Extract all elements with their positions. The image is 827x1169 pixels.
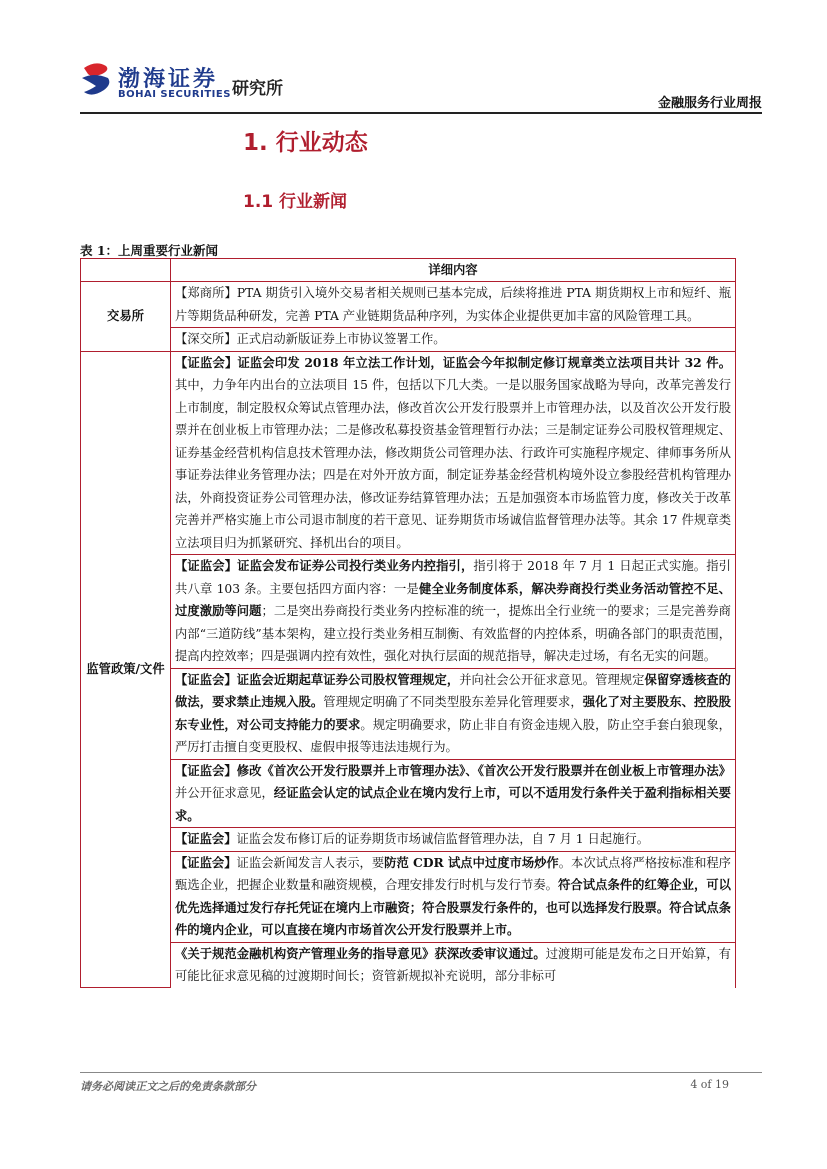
industry-news-table xyxy=(80,258,736,988)
header-cell-category xyxy=(81,259,171,282)
category-regulation: 监管政策/文件 xyxy=(81,351,171,988)
section-heading: 1. 行业动态 xyxy=(243,130,368,156)
table-row xyxy=(81,351,736,555)
table-row xyxy=(81,828,736,852)
page-header xyxy=(80,56,762,112)
report-type: 金融服务行业周报 xyxy=(657,96,762,111)
header-divider xyxy=(80,112,762,114)
news-item: 【证监会】证监会印发 2018 年立法工作计划，证监会今年拟制定修订规章类立法项目共计 32 件。其中，力争年内出台的立法项目 15 件，包括以下几大类。一是以服务国家战略为导向，改革完善发行上市制度，制定股权众筹试点管理办法，修改首次公开发行股票并上市管理办法，以及首次公开发行股票并在创业板上市管理办法；二是修改私募投资基金管理暂行办法；三是制定证券公司股权管理规定、证券基金经营机构信息技术管理办法，修改期货公司管理办法、行政许可实施程序规定、律师事务所从事证券法律业务管理办法；四是在对外开放方面，制定证券基金经营机构境外设立参股经营机构管理办法，外商投资证券公司管理办法，修改证券结算管理办法；五是加强资本市场监管力度，修改关于改革完善并严格实施上市公司退市制度的若干意见、证券期货市场诚信监督管理办法等。其余 17 件规章类立法项目归为抓紧研究、择机出台的项目。 xyxy=(171,351,736,555)
news-item: 【证监会】证监会发布修订后的证券期货市场诚信监督管理办法，自 7 月 1 日起施行。 xyxy=(171,828,736,852)
table-row xyxy=(81,759,736,828)
logo-english-name: BOHAI SECURITIES xyxy=(118,89,231,100)
table-row xyxy=(81,282,736,328)
news-item: 【深交所】正式启动新版证券上市协议签署工作。 xyxy=(171,328,736,352)
news-item: 【证监会】修改《首次公开发行股票并上市管理办法》、《首次公开发行股票并在创业板上市管理办法》并公开征求意见，经证监会认定的试点企业在境内发行上市，可以不适用发行条件关于盈利指标相关要求。 xyxy=(171,759,736,828)
header-cell-detail: 详细内容 xyxy=(171,259,736,282)
bohai-logo-icon xyxy=(80,60,112,100)
news-item: 【郑商所】PTA 期货引入境外交易者相关规则已基本完成，后续将推进 PTA 期货期权上市和短纤、瓶片等期货品种研发，完善 PTA 产业链期货品种序列，为实体企业提供更加丰富的风险管理工具。 xyxy=(171,282,736,328)
news-item: 《关于规范金融机构资产管理业务的指导意见》获深改委审议通过。过渡期可能是发布之日开始算，有可能比征求意见稿的过渡期时间长；资管新规拟补充说明，部分非标可 xyxy=(171,942,736,988)
table-header-row xyxy=(81,259,736,282)
footer-divider xyxy=(80,1072,762,1073)
page-number: 4 of 19 xyxy=(690,1078,729,1091)
subsection-heading: 1.1 行业新闻 xyxy=(243,192,348,212)
disclaimer-note: 请务必阅读正文之后的免责条款部分 xyxy=(80,1080,256,1093)
category-exchange: 交易所 xyxy=(81,282,171,352)
table-row xyxy=(81,328,736,352)
table-row xyxy=(81,555,736,669)
news-item: 【证监会】证监会新闻发言人表示，要防范 CDR 试点中过度市场炒作。本次试点将严格按标准和程序甄选企业，把握企业数量和融资规模，合理安排发行时机与发行节奏。符合试点条件的红筹企业，可以优先选择通过发行存托凭证在境内上市融资；符合股票发行条件的，也可以选择发行股票。符合试点条件的境内企业，可以直接在境内市场首次公开发行股票并上市。 xyxy=(171,851,736,942)
table-row xyxy=(81,851,736,942)
table-row xyxy=(81,668,736,759)
logo-department: 研究所 xyxy=(232,79,283,99)
logo-chinese-name: 渤海证券 xyxy=(118,67,219,92)
table-caption: 表 1：上周重要行业新闻 xyxy=(80,243,219,258)
table-row xyxy=(81,942,736,988)
news-item: 【证监会】证监会发布证券公司投行类业务内控指引，指引将于 2018 年 7 月 1 日起正式实施。指引共八章 103 条。主要包括四方面内容：一是健全业务制度体系，解决券商投行类业务活动管控不足、过度激励等问题；二是突出券商投行类业务内控标准的统一，提炼出全行业统一的要求；三是完善券商内部“三道防线”基本架构，建立投行类业务相互制衡、有效监督的内控体系，明确各部门的职责范围，提高内控效率；四是强调内控有效性，强化对执行层面的规范指导，解决走过场，有名无实的问题。 xyxy=(171,555,736,669)
news-item: 【证监会】证监会近期起草证券公司股权管理规定，并向社会公开征求意见。管理规定保留穿透核查的做法，要求禁止违规入股。管理规定明确了不同类型股东差异化管理要求，强化了对主要股东、控股股东专业性，对公司支持能力的要求。规定明确要求，防止非自有资金违规入股，防止空手套白狼现象，严厉打击擅自变更股权、虚假申报等违法违规行为。 xyxy=(171,668,736,759)
